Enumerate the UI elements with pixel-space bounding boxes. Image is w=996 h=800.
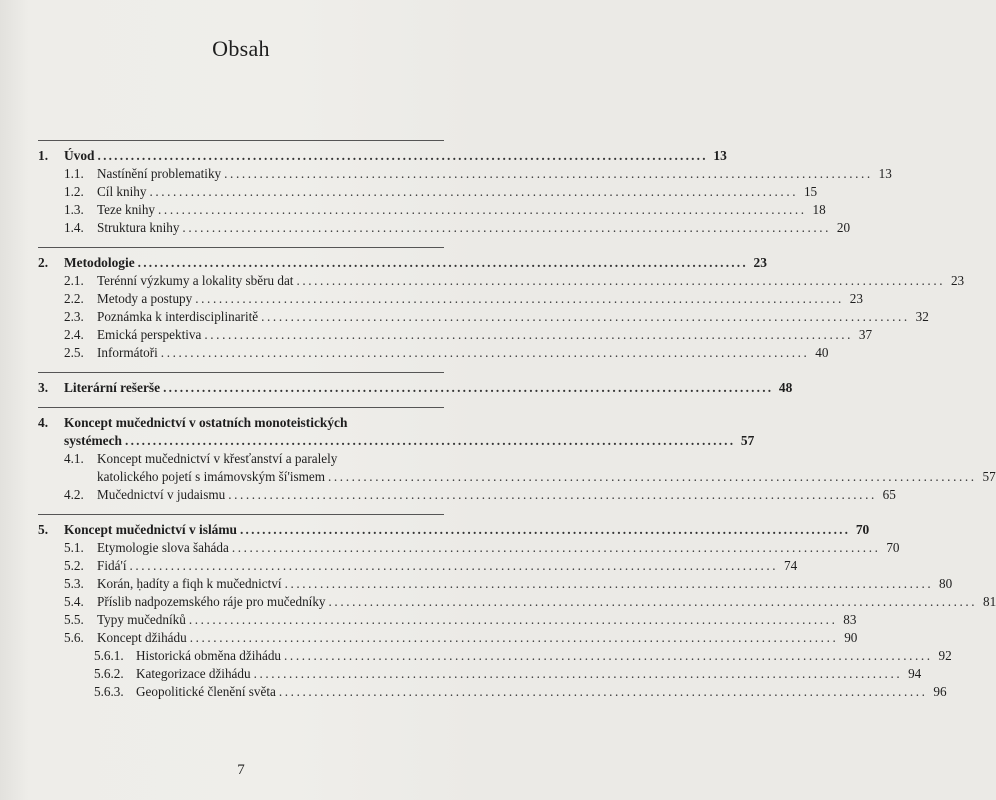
subitem-title: Historická obměna džihádu [136,648,282,663]
section-title: Koncept mučednictví v ostatních monoteistických [64,415,348,430]
item-title: Příslib nadpozemského ráje pro mučedníky [97,594,326,609]
item-page: 15 [803,184,818,199]
item-title: Terénní výzkumy a lokality sběru dat [97,273,294,288]
toc-item [38,290,863,308]
leader-dots: .............................................................................................................. [224,166,873,181]
section-title: Koncept mučednictví v islámu [64,522,237,537]
item-number: 2.1. [64,273,84,288]
item-title: Etymologie slova šaháda [97,540,229,555]
leader-dots: .............................................................................................................. [97,148,708,163]
leader-dots: .............................................................................................................. [189,630,839,645]
item-title: Fidá'í [97,558,127,573]
toc-item [38,539,900,557]
subitem-page: 96 [933,684,947,699]
leader-dots: .............................................................................................................. [158,202,807,217]
leader-dots: .............................................................................................................. [182,220,832,235]
page-number: 7 [237,762,245,778]
toc-item [38,344,829,362]
item-page: 90 [844,630,858,645]
subitem-page: 94 [908,666,922,681]
item-page: 18 [812,202,826,217]
item-title: Metody a postupy [97,291,193,306]
section-title: Literární rešerše [64,380,161,395]
item-page: 81 [983,594,996,609]
item-page: 83 [843,612,857,627]
item-number: 2.3. [64,309,84,324]
subitem-page: 92 [938,648,952,663]
section-page: 57 [740,433,755,448]
subitem-number: 5.6.2. [94,666,124,681]
leader-dots: .............................................................................................................. [204,327,854,342]
section-page: 13 [713,148,727,163]
section-number: 1. [38,148,49,163]
item-title: Mučednictví v judaismu [97,487,226,502]
section-number: 3. [38,380,49,395]
leader-dots: .............................................................................................................. [284,576,934,591]
item-title: Nastínění problematiky [97,166,222,181]
toc-item [38,201,826,219]
toc-item [38,486,896,504]
toc-item [38,575,953,593]
toc-item [38,326,873,344]
item-number: 5.1. [64,540,84,555]
item-page: 70 [886,540,900,555]
toc-item [38,183,818,201]
subitem-title: Kategorizace džihádu [136,666,251,681]
toc-section-1 [38,147,727,165]
toc-item [38,308,929,326]
item-title: Struktura knihy [97,220,180,235]
toc-section-4-cont [38,432,755,450]
item-title: Teze knihy [97,202,156,217]
toc-item [38,219,851,237]
item-number: 4.1. [64,451,84,466]
section-page: 70 [855,522,870,537]
section-number: 4. [38,415,49,430]
item-page: 13 [878,166,892,181]
item-page: 57 [982,469,996,484]
table-of-contents [38,140,996,701]
leader-dots: .............................................................................................................. [296,273,946,288]
item-page: 23 [849,291,863,306]
section-title-continued: systémech [64,433,123,448]
item-number: 1.3. [64,202,84,217]
item-title: Koncept mučednictví v křesťanství a paralely [97,451,338,466]
item-number: 5.2. [64,558,84,573]
item-page: 65 [882,487,896,502]
item-title-continued: katolického pojetí s imámovským ší'ismem [97,469,326,484]
item-number: 5.6. [64,630,84,645]
leader-dots: .............................................................................................................. [129,558,779,573]
toc-item [38,272,965,290]
subitem-number: 5.6.1. [94,648,124,663]
item-title: Koncept džihádu [97,630,187,645]
item-title: Typy mučedníků [97,612,186,627]
toc-item [38,165,892,183]
item-number: 1.2. [64,184,84,199]
item-page: 40 [815,345,829,360]
leader-dots: .............................................................................................................. [228,487,877,502]
section-number: 5. [38,522,49,537]
page-title: Obsah [212,36,270,61]
toc-item [38,593,996,611]
toc-subitem [38,665,922,683]
leader-dots: .............................................................................................................. [160,345,810,360]
leader-dots: .............................................................................................................. [137,255,748,270]
item-number: 1.1. [64,166,84,181]
section-number: 2. [38,255,49,270]
item-number: 5.5. [64,612,84,627]
toc-item [38,557,798,575]
leader-dots: .............................................................................................................. [149,184,799,199]
item-page: 23 [950,273,965,288]
toc-item-cont [38,468,996,486]
subitem-title: Geopolitické členění světa [136,684,276,699]
item-title: Poznámka k interdisciplinaritě [97,309,259,324]
leader-dots: .............................................................................................................. [188,612,838,627]
item-number: 2.4. [64,327,84,342]
leader-dots: .............................................................................................................. [328,594,978,609]
leader-dots: .............................................................................................................. [163,380,774,395]
leader-dots: .............................................................................................................. [278,684,928,699]
toc-subitem [38,683,947,701]
item-title: Korán, ḥadíty a fiqh k mučednictví [97,576,282,591]
leader-dots: .............................................................................................................. [239,522,851,537]
toc-section-2 [38,254,767,272]
leader-dots: .............................................................................................................. [125,433,736,448]
leader-dots: .............................................................................................................. [195,291,844,306]
section-title: Úvod [64,148,95,163]
item-number: 1.4. [64,220,84,235]
section-page: 23 [753,255,767,270]
leader-dots: .............................................................................................................. [328,469,977,484]
toc-item [38,450,444,468]
toc-section-4 [38,414,444,432]
item-number: 5.3. [64,576,84,591]
leader-dots: .............................................................................................................. [261,309,910,324]
toc-section-3 [38,379,793,397]
item-page: 37 [858,327,873,342]
toc-subitem [38,647,952,665]
item-number: 5.4. [64,594,84,609]
leader-dots: .............................................................................................................. [231,540,881,555]
subitem-number: 5.6.3. [94,684,124,699]
toc-item [38,629,858,647]
toc-section-5 [38,521,870,539]
section-title: Metodologie [64,255,135,270]
toc-item [38,611,857,629]
section-page: 48 [778,380,793,395]
item-page: 74 [783,558,798,573]
leader-dots: .............................................................................................................. [284,648,933,663]
item-title: Cíl knihy [97,184,147,199]
item-title: Emická perspektiva [97,327,202,342]
item-number: 4.2. [64,487,84,502]
item-page: 32 [915,309,929,324]
item-page: 20 [836,220,851,235]
item-title: Informátoři [97,345,158,360]
leader-dots: .............................................................................................................. [253,666,903,681]
item-number: 2.2. [64,291,84,306]
item-page: 80 [939,576,953,591]
item-number: 2.5. [64,345,84,360]
